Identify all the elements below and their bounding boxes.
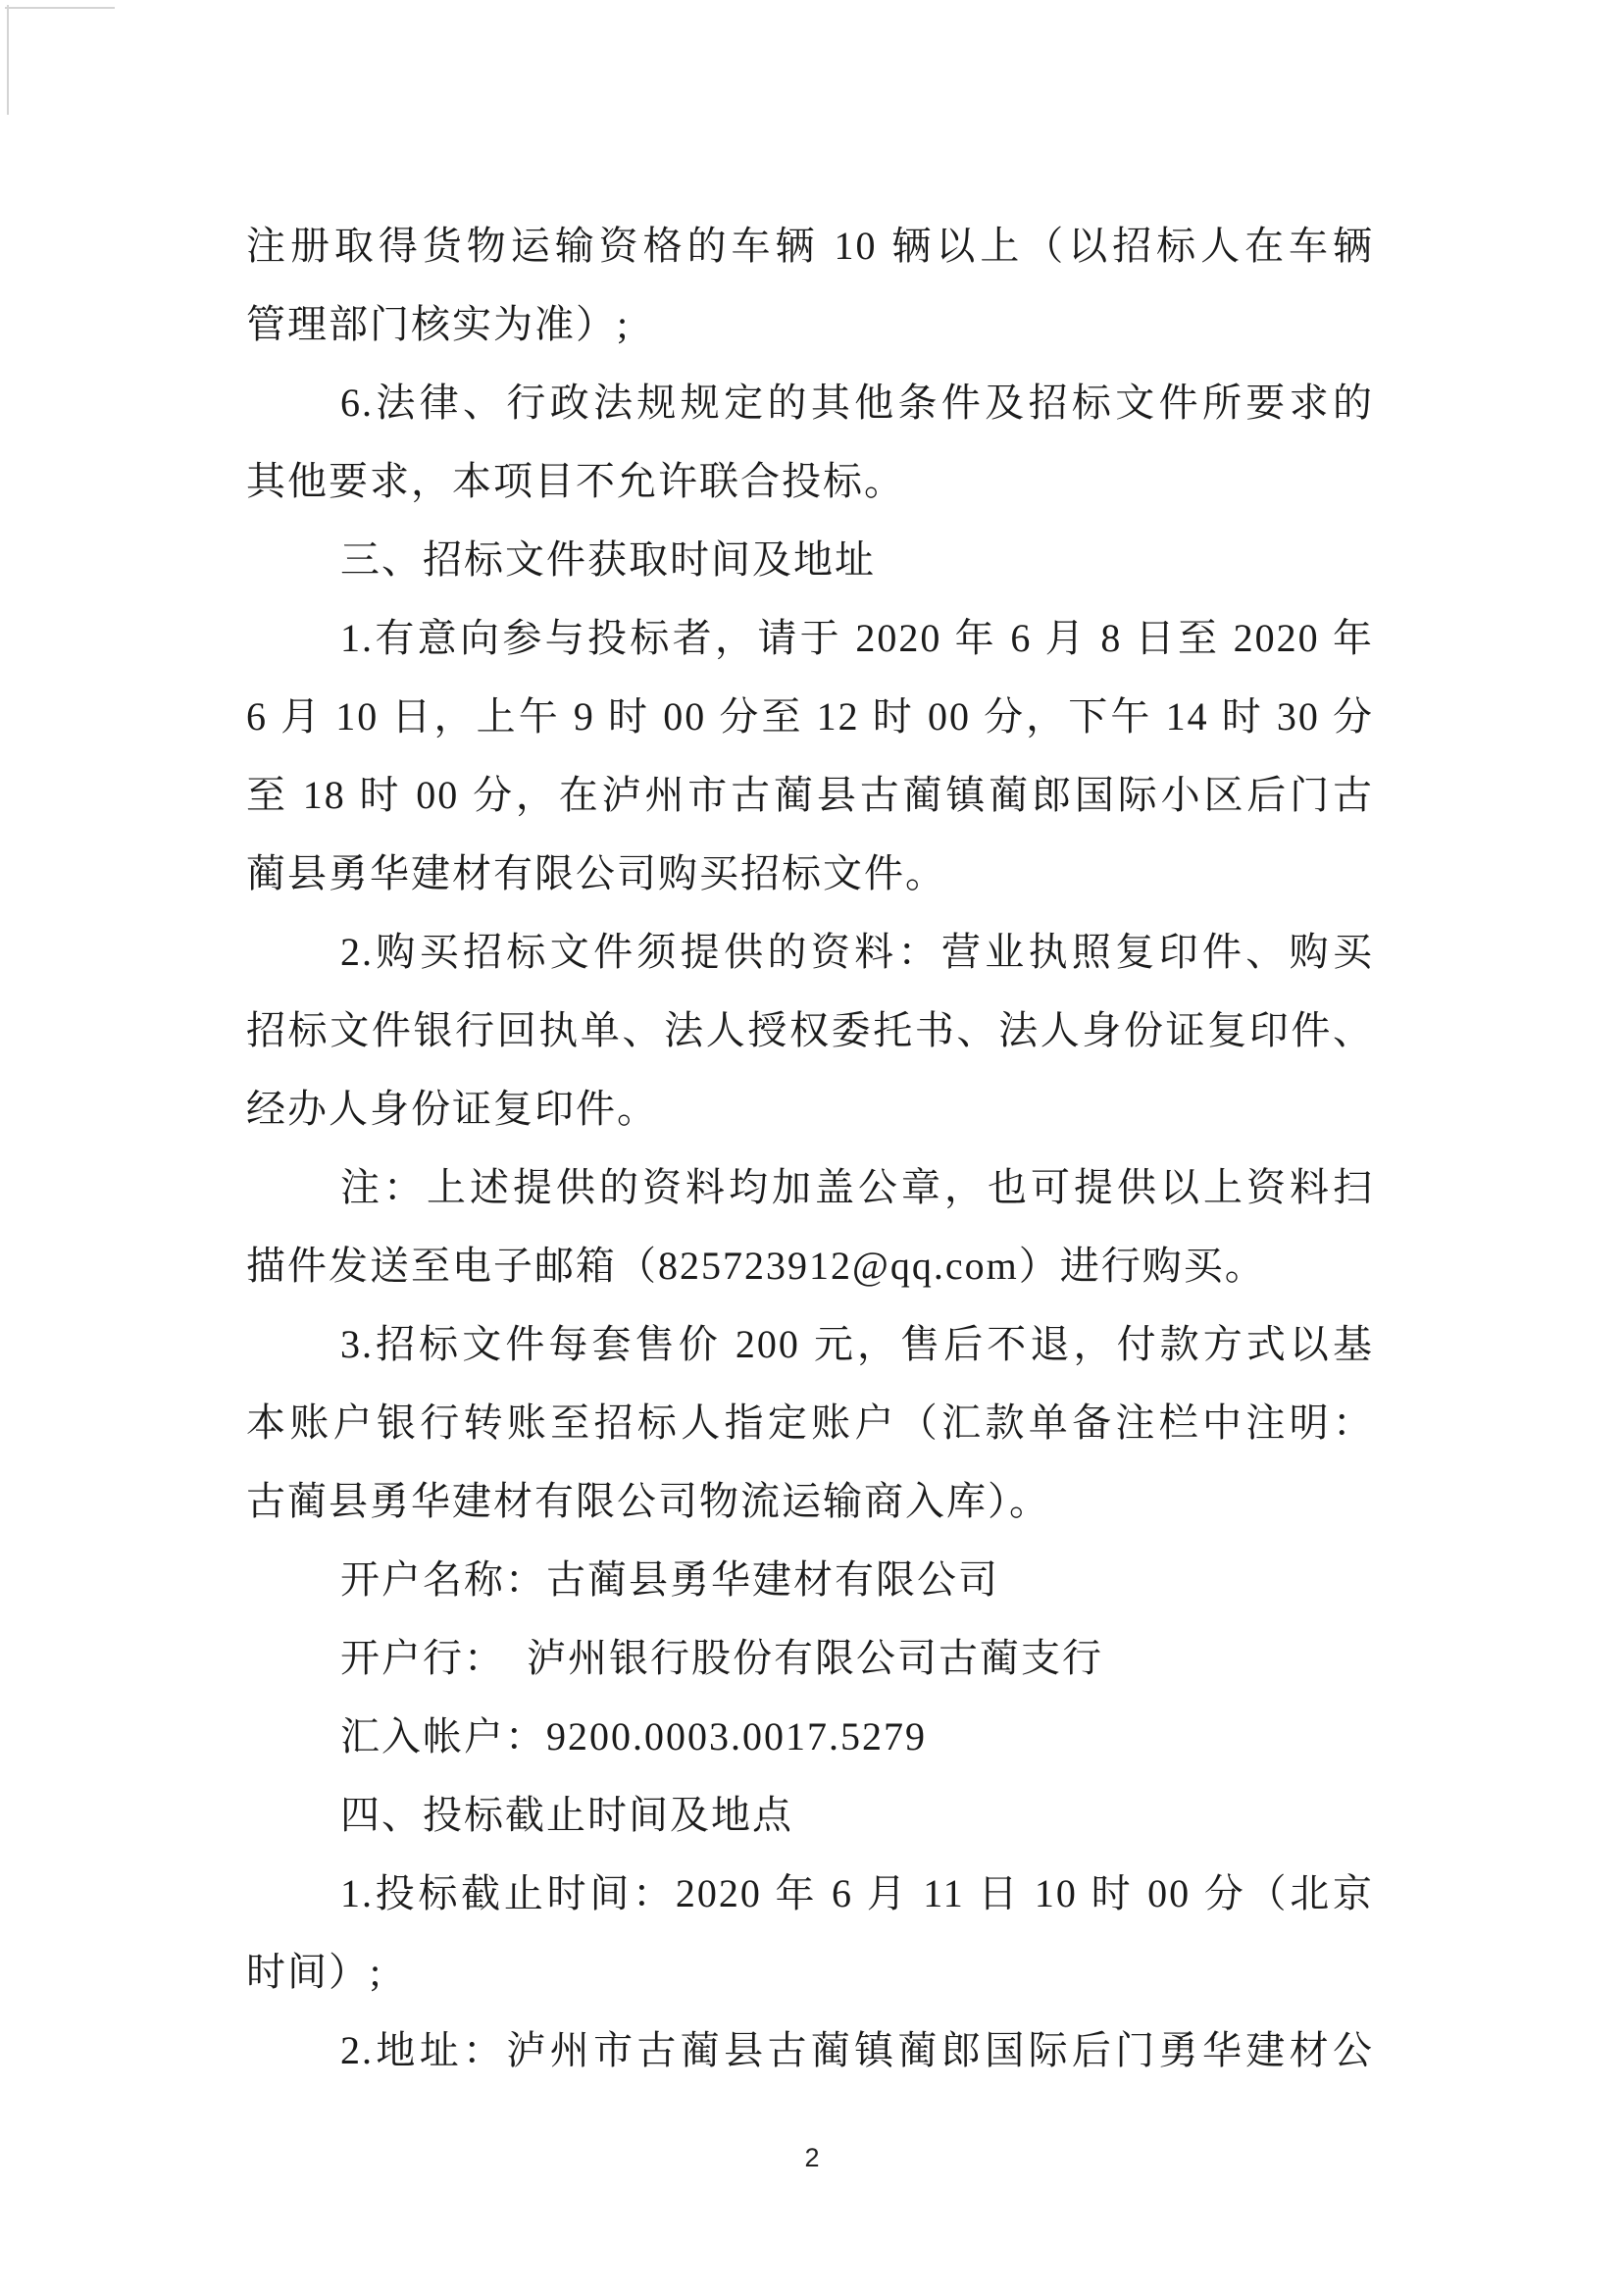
document-body <box>246 207 1374 2090</box>
text-line: 四、投标截止时间及地点 <box>340 1793 793 1837</box>
text-line: 至 18 时 00 分，在泸州市古蔺县古蔺镇蔺郎国际小区后门古 <box>246 773 1374 817</box>
text-line: 时间）; <box>246 1950 383 1994</box>
text-line: 开户行： 泸州银行股份有限公司古蔺支行 <box>340 1636 1103 1680</box>
text-line: 其他要求，本项目不允许联合投标。 <box>246 459 905 503</box>
text-line: 6 月 10 日，上午 9 时 00 分至 12 时 00 分，下午 14 时 30 分 <box>246 694 1374 739</box>
scan-edge-artifact-vertical <box>7 5 9 115</box>
text-line: 开户名称：古蔺县勇华建材有限公司 <box>340 1557 999 1602</box>
text-line: 1.投标截止时间：2020 年 6 月 11 日 10 时 00 分（北京 <box>340 1871 1374 1915</box>
text-line: 2.地址：泸州市古蔺县古蔺镇蔺郎国际后门勇华建材公 <box>340 2028 1374 2072</box>
text-line: 描件发送至电子邮箱（825723912@qq.com）进行购买。 <box>246 1244 1266 1288</box>
text-line: 三、招标文件获取时间及地址 <box>340 537 876 582</box>
text-line: 本账户银行转账至招标人指定账户（汇款单备注栏中注明： <box>246 1401 1374 1445</box>
scan-edge-artifact-horizontal <box>5 7 115 9</box>
text-line: 2.购买招标文件须提供的资料：营业执照复印件、购买 <box>340 930 1374 974</box>
text-line: 6.法律、行政法规规定的其他条件及招标文件所要求的 <box>340 381 1374 425</box>
text-line: 招标文件银行回执单、法人授权委托书、法人身份证复印件、 <box>246 1008 1374 1052</box>
text-line: 管理部门核实为准）; <box>246 302 631 346</box>
text-line: 蔺县勇华建材有限公司购买招标文件。 <box>246 851 946 895</box>
text-line: 汇入帐户：9200.0003.0017.5279 <box>340 1714 927 1758</box>
text-line: 经办人身份证复印件。 <box>246 1087 658 1131</box>
text-line: 注册取得货物运输资格的车辆 10 辆以上（以招标人在车辆 <box>246 224 1374 268</box>
text-line: 3.招标文件每套售价 200 元，售后不退，付款方式以基 <box>340 1322 1374 1366</box>
page-number: 2 <box>804 2143 820 2172</box>
text-line: 1.有意向参与投标者，请于 2020 年 6 月 8 日至 2020 年 <box>340 616 1374 660</box>
text-line: 注：上述提供的资料均加盖公章，也可提供以上资料扫 <box>340 1165 1374 1209</box>
text-line: 古蔺县勇华建材有限公司物流运输商入库）。 <box>246 1479 1050 1523</box>
